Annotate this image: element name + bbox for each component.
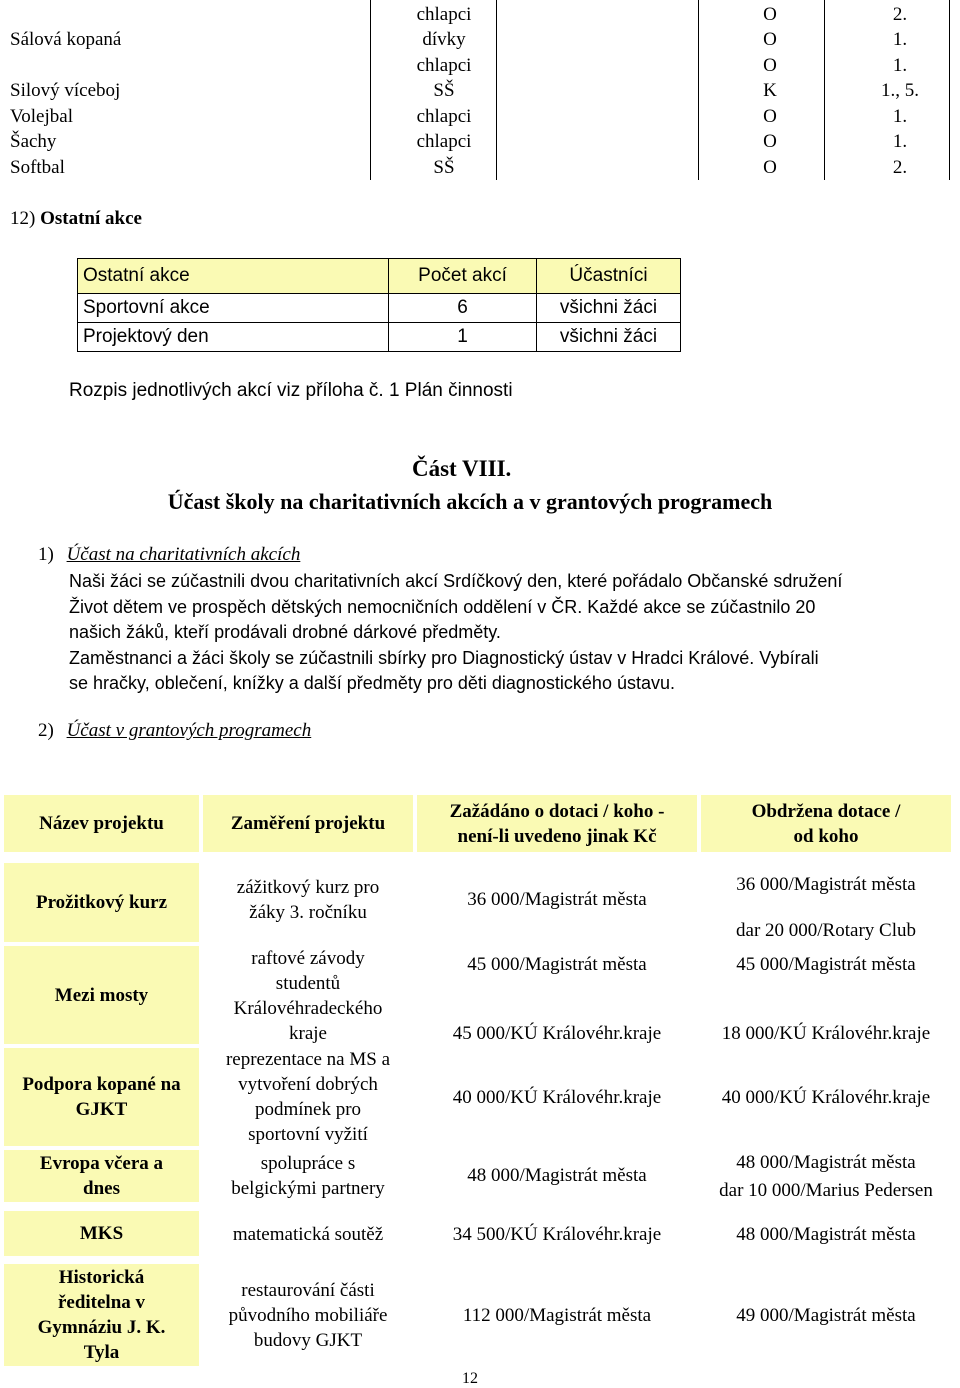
project-requested: 45 000/KÚ Královéhr.kraje <box>452 1023 662 1044</box>
sport-category: chlapci <box>416 131 472 152</box>
project-focus: matematická soutěž <box>232 1224 384 1245</box>
paragraph-line: Život dětem ve prospěch dětských nemocničních oddělení v ČR. Každé akce se zúčastnilo 20 <box>69 596 816 617</box>
table-row <box>10 27 950 52</box>
section-title: Účast v grantových programech <box>66 720 312 741</box>
name-line: Tyla <box>83 1342 120 1363</box>
project-requested: 45 000/Magistrát města <box>467 954 647 975</box>
focus-line: původního mobiliáře <box>228 1305 388 1326</box>
sport-category: chlapci <box>416 55 472 76</box>
column-header: Název projektu <box>4 795 199 852</box>
project-name <box>4 1150 199 1202</box>
section-number: 1) <box>38 544 54 565</box>
sport-level: O <box>763 4 777 25</box>
table-cell: 6 <box>389 294 537 323</box>
sport-name: Šachy <box>10 131 57 152</box>
focus-line: studentů <box>275 973 341 994</box>
sport-place: 1. <box>892 55 908 76</box>
name-line: Gymnáziu J. K. <box>37 1317 166 1338</box>
focus-line: restaurování části <box>241 1280 375 1301</box>
sport-category: SŠ <box>433 80 455 101</box>
project-granted: dar 10 000/Marius Pedersen <box>719 1180 933 1201</box>
sport-category: chlapci <box>416 106 472 127</box>
sport-place: 1. <box>892 29 908 50</box>
s1-heading <box>38 544 300 566</box>
sport-place: 2. <box>892 157 908 178</box>
paragraph-line: Zaměstnanci a žáci školy se zúčastnili sbírky pro Diagnostický ústav v Hradci Králové. Vybírali <box>69 647 819 668</box>
header-line: od koho <box>793 825 859 847</box>
header-line: Zažádáno o dotaci / koho - <box>449 800 665 822</box>
name-line: ředitelna v <box>57 1292 146 1313</box>
table-row <box>10 2 950 27</box>
project-focus <box>203 1047 413 1147</box>
project-name: Mezi mosty <box>4 946 199 1044</box>
focus-line: podmínek pro <box>254 1099 362 1120</box>
sport-level: O <box>763 29 777 50</box>
table-row <box>10 78 950 103</box>
sport-category: chlapci <box>416 4 472 25</box>
sport-place: 1., 5. <box>881 80 919 101</box>
sport-level: O <box>763 157 777 178</box>
project-name <box>4 1048 199 1146</box>
focus-line: reprezentace na MS a <box>225 1049 391 1070</box>
part-title: Část VIII. <box>412 456 512 481</box>
sport-level: O <box>763 106 777 127</box>
sport-place: 2. <box>892 4 908 25</box>
page-number: 12 <box>462 1370 478 1387</box>
paragraph-line: Naši žáci se zúčastnili dvou charitativních akcí Srdíčkový den, které pořádalo Občanské sdružení <box>69 571 843 591</box>
project-requested: 40 000/KÚ Královéhr.kraje <box>452 1087 662 1108</box>
part-subtitle: Účast školy na charitativních akcích a v grantových programech <box>167 489 773 514</box>
paragraph-line: našich žáků, kteří prodávali drobné dárkové předměty. <box>69 622 501 642</box>
sport-name: Softbal <box>10 157 65 178</box>
project-name: MKS <box>4 1211 199 1256</box>
header-line: Obdržena dotace / <box>751 800 901 822</box>
sport-level: O <box>763 131 777 152</box>
column-header: Zaměření projektu <box>203 795 413 852</box>
project-name <box>4 1264 199 1366</box>
sport-category: dívky <box>422 29 466 50</box>
focus-line: belgickými partnery <box>231 1178 385 1199</box>
project-name: Prožitkový kurz <box>4 863 199 942</box>
sport-name: Volejbal <box>10 106 73 127</box>
section-12-heading <box>10 208 142 230</box>
project-granted: 45 000/Magistrát města <box>736 954 916 975</box>
project-requested: 36 000/Magistrát města <box>467 889 647 910</box>
focus-line: spolupráce s <box>260 1153 356 1174</box>
table-row <box>10 53 950 78</box>
project-requested: 34 500/KÚ Královéhr.kraje <box>452 1224 662 1245</box>
column-header: Účastníci <box>537 259 681 294</box>
project-focus <box>203 1151 413 1201</box>
column-header: Ostatní akce <box>78 259 389 294</box>
table-row <box>78 294 681 323</box>
sport-category: SŠ <box>433 157 455 178</box>
sport-place: 1. <box>892 106 908 127</box>
focus-line: zážitkový kurz pro <box>236 877 380 898</box>
name-line: Historická <box>58 1267 145 1288</box>
sport-level: K <box>763 80 777 101</box>
name-line: Podpora kopané na <box>22 1074 181 1095</box>
section-number: 2) <box>38 720 54 741</box>
name-line: Evropa včera a <box>39 1153 164 1174</box>
section-number: 12) <box>10 208 36 229</box>
column-header <box>701 795 951 852</box>
project-focus <box>203 946 413 1046</box>
table-row <box>78 323 681 352</box>
plan-note: Rozpis jednotlivých akcí viz příloha č. 1 Plán činnosti <box>69 380 513 401</box>
name-line: GJKT <box>75 1099 128 1120</box>
focus-line: Královéhradeckého <box>233 998 383 1019</box>
project-granted: 18 000/KÚ Královéhr.kraje <box>721 1023 931 1044</box>
table-row <box>10 104 950 129</box>
project-granted: 48 000/Magistrát města <box>736 1152 916 1173</box>
project-granted: dar 20 000/Rotary Club <box>736 920 916 941</box>
paragraph-line: se hračky, oblečení, knížky a další předměty pro děti diagnostického ústavu. <box>69 673 675 693</box>
focus-line: kraje <box>289 1023 327 1044</box>
table-cell: všichni žáci <box>537 323 681 352</box>
s1-body <box>69 569 842 697</box>
sport-name: Sálová kopaná <box>10 29 122 50</box>
table-cell: všichni žáci <box>537 294 681 323</box>
sport-level: O <box>763 55 777 76</box>
column-header: Počet akcí <box>389 259 537 294</box>
focus-line: žáky 3. ročníku <box>249 902 367 923</box>
focus-line: budovy GJKT <box>253 1330 363 1351</box>
table-header-row <box>78 259 681 294</box>
table-cell: Sportovní akce <box>78 294 389 323</box>
project-requested: 48 000/Magistrát města <box>467 1165 647 1186</box>
table-row <box>10 129 950 154</box>
table-row <box>10 155 950 180</box>
table-cell: Projektový den <box>78 323 389 352</box>
other-events-table <box>77 258 681 352</box>
table-cell: 1 <box>389 323 537 352</box>
focus-line: sportovní vyžití <box>248 1124 368 1145</box>
focus-line: vytvoření dobrých <box>238 1074 378 1095</box>
project-granted: 40 000/KÚ Královéhr.kraje <box>721 1087 931 1108</box>
sport-place: 1. <box>892 131 908 152</box>
project-granted: 48 000/Magistrát města <box>736 1224 916 1245</box>
name-line: dnes <box>83 1178 120 1199</box>
project-focus <box>203 875 413 925</box>
project-granted: 49 000/Magistrát města <box>736 1305 916 1326</box>
s2-heading <box>38 720 311 742</box>
section-title: Ostatní akce <box>40 208 142 229</box>
sport-name: Silový víceboj <box>10 80 121 101</box>
section-title: Účast na charitativních akcích <box>66 544 301 565</box>
header-line: není-li uvedeno jinak Kč <box>457 825 657 847</box>
column-header <box>417 795 697 852</box>
project-granted: 36 000/Magistrát města <box>736 874 916 895</box>
project-requested: 112 000/Magistrát města <box>462 1305 652 1326</box>
focus-line: raftové závody <box>251 948 365 969</box>
project-focus <box>203 1278 413 1353</box>
